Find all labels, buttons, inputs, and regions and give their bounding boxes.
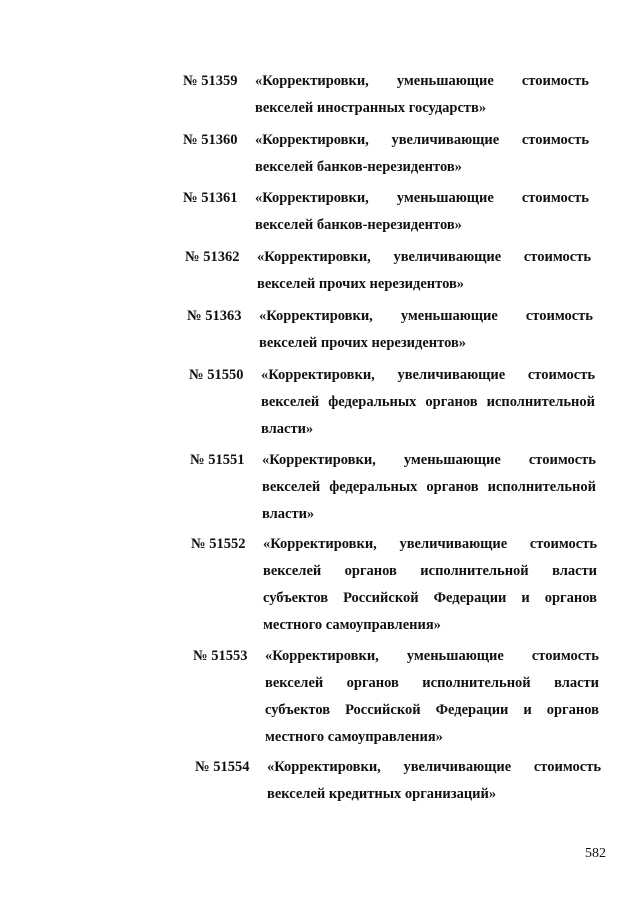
- account-entry: [189, 362, 595, 443]
- description-word: органов: [546, 702, 599, 718]
- description-word: векселей банков-нерезидентов»: [255, 159, 462, 175]
- description-line: [255, 127, 589, 154]
- description-line: [263, 558, 597, 585]
- account-entry: [191, 531, 597, 639]
- description-word: власти»: [261, 421, 314, 437]
- account-number: № 51363: [187, 308, 242, 324]
- description-line: [263, 612, 597, 639]
- description-word: «Корректировки,: [255, 190, 369, 206]
- description-word: субъектов: [263, 590, 329, 606]
- description-word: стоимость: [521, 73, 589, 89]
- account-number: № 51554: [195, 759, 250, 775]
- description-line: [259, 303, 593, 330]
- description-word: увеличивающие: [391, 132, 500, 148]
- account-entry: [187, 303, 593, 357]
- description-word: органов: [544, 590, 597, 606]
- account-entry: [183, 185, 589, 239]
- account-description: [259, 303, 593, 357]
- account-number: № 51550: [189, 367, 244, 383]
- account-description: [262, 447, 596, 528]
- description-word: местного самоуправления»: [263, 617, 441, 633]
- account-entry: [193, 643, 599, 751]
- description-line: [255, 212, 589, 239]
- description-word: «Корректировки,: [257, 249, 371, 265]
- description-line: [262, 447, 596, 474]
- description-word: «Корректировки,: [265, 648, 379, 664]
- description-line: [262, 474, 596, 501]
- description-word: векселей: [265, 675, 324, 691]
- description-line: [265, 724, 599, 751]
- description-line: [263, 531, 597, 558]
- account-number: № 51552: [191, 536, 246, 552]
- account-description: [255, 68, 589, 122]
- account-description: [255, 185, 589, 239]
- description-line: [255, 185, 589, 212]
- description-word: «Корректировки,: [255, 132, 369, 148]
- account-number: № 51551: [190, 452, 245, 468]
- account-entry: [190, 447, 596, 528]
- description-word: власти: [552, 563, 597, 579]
- description-word: органов: [425, 394, 478, 410]
- description-word: «Корректировки,: [259, 308, 373, 324]
- description-line: [262, 501, 596, 528]
- description-word: Российской: [345, 702, 421, 718]
- account-number: № 51553: [193, 648, 248, 664]
- account-entry: [183, 127, 589, 181]
- account-entry: [183, 68, 589, 122]
- description-line: [265, 643, 599, 670]
- description-word: исполнительной: [486, 394, 595, 410]
- description-word: векселей банков-нерезидентов»: [255, 217, 462, 233]
- description-word: уменьшающие: [400, 308, 498, 324]
- description-word: стоимость: [531, 648, 599, 664]
- description-line: [267, 781, 601, 808]
- description-word: векселей: [261, 394, 320, 410]
- description-word: органов: [344, 563, 397, 579]
- description-word: векселей: [262, 479, 321, 495]
- description-word: власти: [554, 675, 599, 691]
- page-number: 582: [585, 846, 606, 861]
- description-word: «Корректировки,: [261, 367, 375, 383]
- account-description: [257, 244, 591, 298]
- account-description: [267, 754, 601, 808]
- description-word: векселей иностранных государств»: [255, 100, 487, 116]
- description-word: власти»: [262, 506, 315, 522]
- description-word: стоимость: [525, 308, 593, 324]
- description-word: стоимость: [529, 536, 597, 552]
- description-line: [267, 754, 601, 781]
- description-word: увеличивающие: [393, 249, 502, 265]
- description-word: стоимость: [528, 452, 596, 468]
- description-word: и: [523, 702, 532, 718]
- description-word: уменьшающие: [403, 452, 501, 468]
- account-number: № 51360: [183, 132, 238, 148]
- description-word: стоимость: [527, 367, 595, 383]
- description-word: «Корректировки,: [255, 73, 369, 89]
- description-word: федеральных: [328, 394, 417, 410]
- account-description: [255, 127, 589, 181]
- account-number: № 51359: [183, 73, 238, 89]
- description-word: исполнительной: [422, 675, 531, 691]
- description-word: местного самоуправления»: [265, 729, 443, 745]
- description-word: субъектов: [265, 702, 331, 718]
- description-word: «Корректировки,: [262, 452, 376, 468]
- description-word: векселей кредитных организаций»: [267, 786, 497, 802]
- account-description: [263, 531, 597, 639]
- account-number: № 51361: [183, 190, 238, 206]
- description-line: [263, 585, 597, 612]
- description-line: [255, 154, 589, 181]
- description-line: [261, 416, 595, 443]
- description-word: федеральных: [329, 479, 418, 495]
- description-word: увеличивающие: [403, 759, 512, 775]
- account-entry: [195, 754, 601, 808]
- description-word: стоимость: [521, 132, 589, 148]
- description-word: стоимость: [523, 249, 591, 265]
- description-line: [255, 68, 589, 95]
- description-word: Российской: [343, 590, 419, 606]
- description-word: уменьшающие: [396, 190, 494, 206]
- description-word: органов: [346, 675, 399, 691]
- account-description: [265, 643, 599, 751]
- description-word: и: [521, 590, 530, 606]
- description-line: [261, 389, 595, 416]
- description-line: [261, 362, 595, 389]
- description-word: уменьшающие: [406, 648, 504, 664]
- account-description: [261, 362, 595, 443]
- description-line: [255, 95, 589, 122]
- description-word: органов: [426, 479, 479, 495]
- description-word: Федерации: [435, 702, 509, 718]
- description-word: Федерации: [433, 590, 507, 606]
- description-line: [257, 271, 591, 298]
- description-word: уменьшающие: [396, 73, 494, 89]
- description-word: «Корректировки,: [267, 759, 381, 775]
- description-line: [265, 697, 599, 724]
- description-word: увеличивающие: [397, 367, 506, 383]
- description-word: векселей прочих нерезидентов»: [259, 335, 467, 351]
- description-word: векселей: [263, 563, 322, 579]
- description-word: векселей прочих нерезидентов»: [257, 276, 465, 292]
- description-line: [265, 670, 599, 697]
- description-word: «Корректировки,: [263, 536, 377, 552]
- description-word: исполнительной: [420, 563, 529, 579]
- description-line: [257, 244, 591, 271]
- description-word: стоимость: [533, 759, 601, 775]
- account-number: № 51362: [185, 249, 240, 265]
- description-line: [259, 330, 593, 357]
- description-word: увеличивающие: [399, 536, 508, 552]
- description-word: исполнительной: [487, 479, 596, 495]
- description-word: стоимость: [521, 190, 589, 206]
- account-entry: [185, 244, 591, 298]
